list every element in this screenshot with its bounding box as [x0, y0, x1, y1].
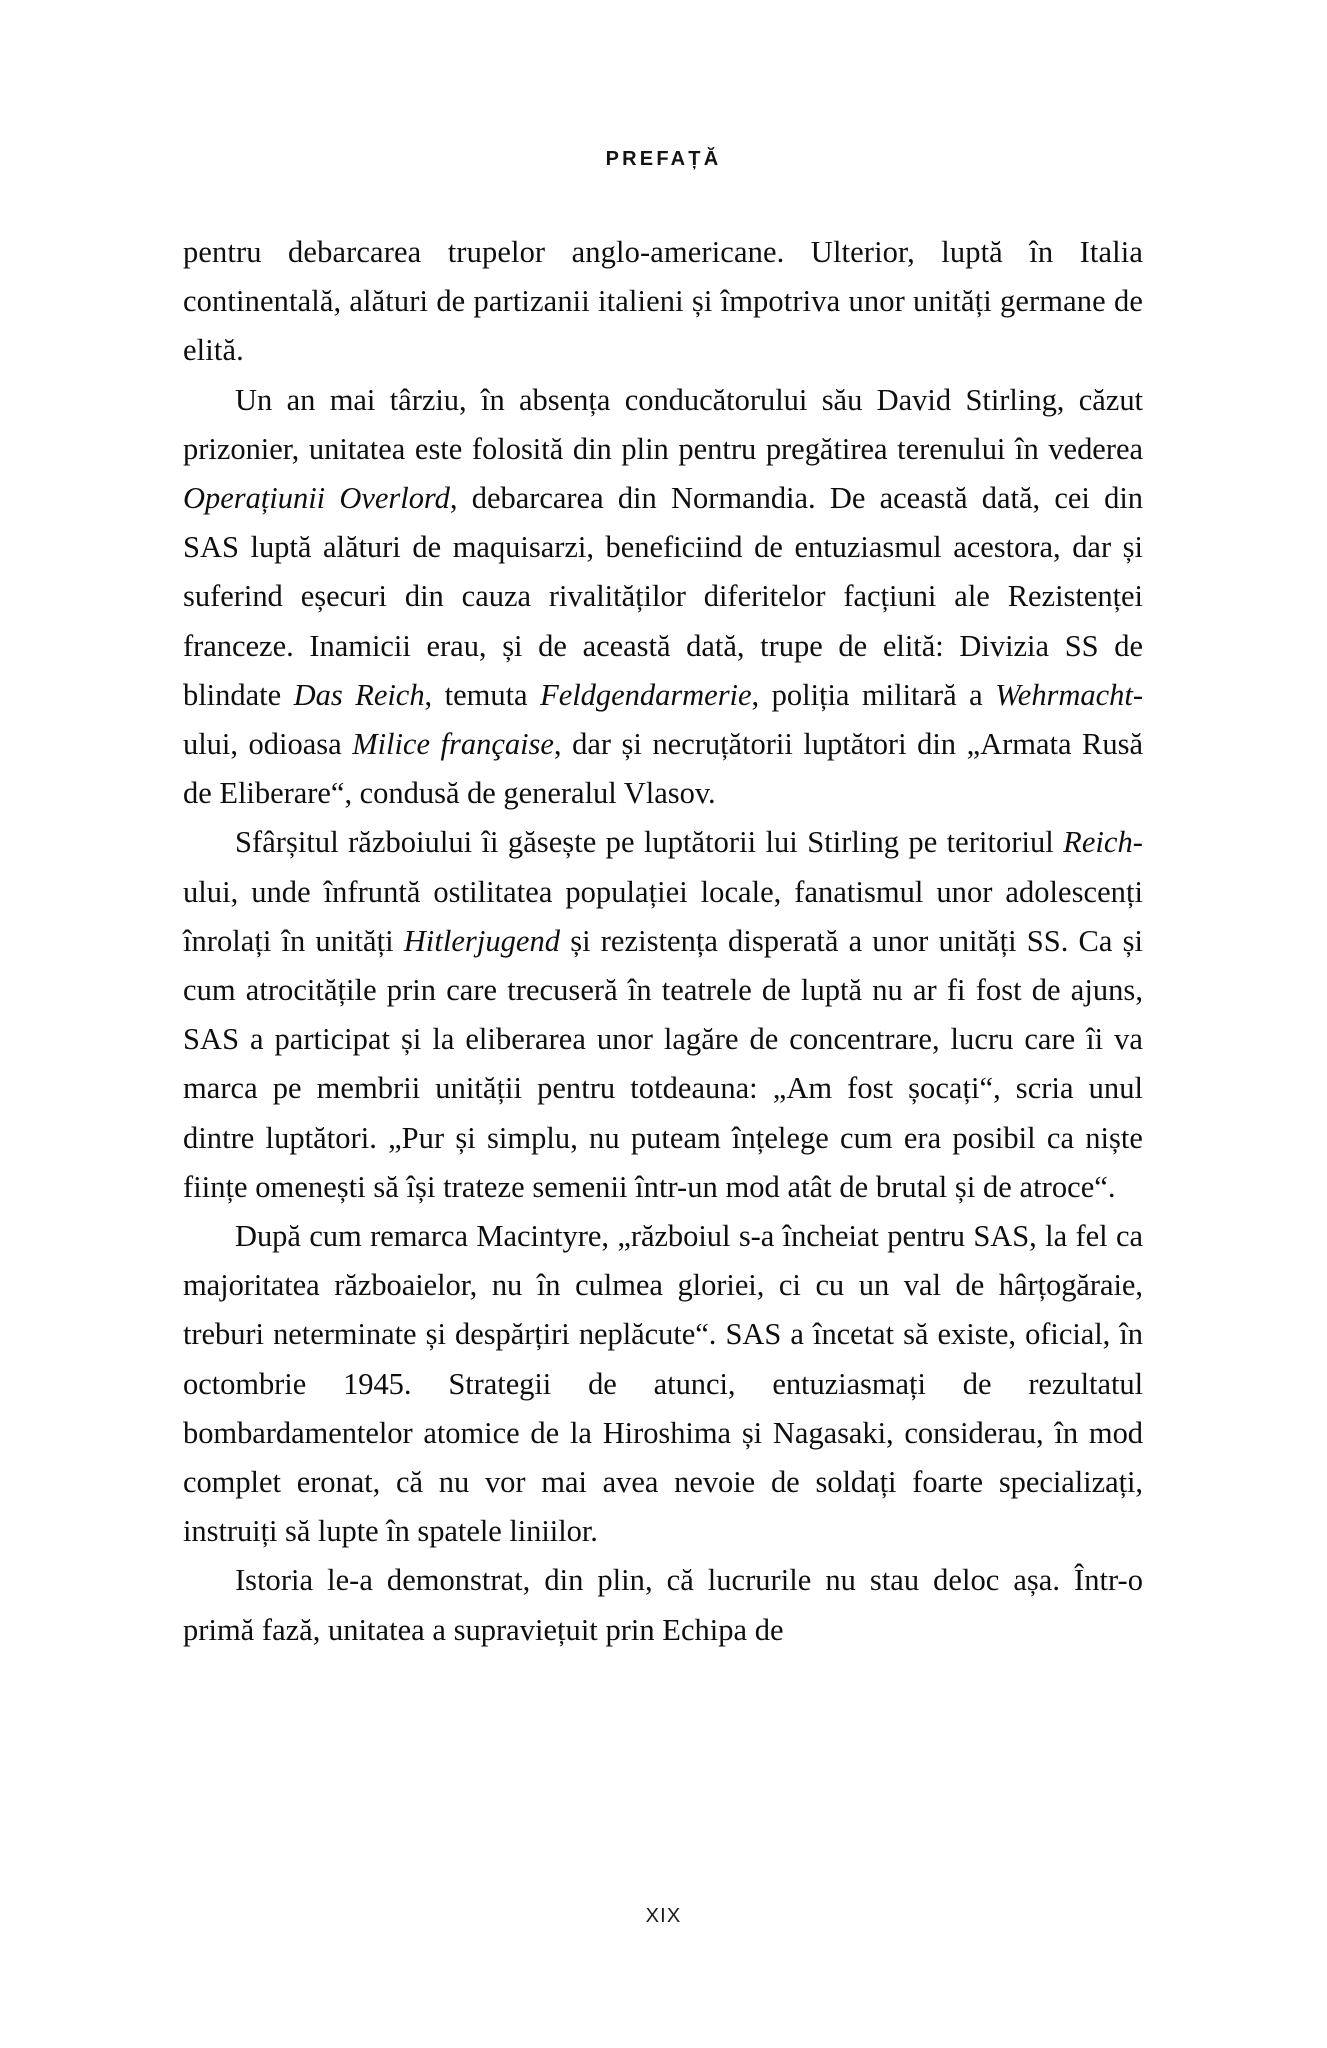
run-roman: , debarcarea din Normandia. De această dată, cei din SAS luptă alături de maquisarzi, beneficiind de entuziasmul acestora, dar și suferind eșecuri din cauza rivalităților diferitelor facțiuni ale Rezistenței franceze. Inamicii erau, și de această dată, trupe de elită: Divizia SS de blindate: [183, 481, 1143, 712]
run-italic-wehrmacht: Wehrmacht: [995, 677, 1133, 712]
paragraph-5-text: Istoria le-a demonstrat, din plin, că lucrurile nu stau deloc așa. Într-o primă fază, unitatea a supraviețuit prin Echipa de: [183, 1563, 1143, 1647]
run-roman: și rezistența disperată a unor unități SS. Ca și cum atrocitățile prin care trecuseră în teatrele de luptă nu ar fi fost de ajuns, SAS a participat și la eliberarea unor lagăre de concentrare, lucru care îi va marca pe membrii unității pentru totdeauna: „Am fost șocați“, scria unul dintre luptători. „Pur și simplu, nu puteam înțelege cum era posibil ca niște ființe omenești să își trateze semenii într-un mod atât de brutal și de atroce“.: [183, 923, 1144, 1204]
run-roman: , dar și necruțătorii luptători din „Armata Rusă de Eliberare“, condusă de generalul Vlasov.: [183, 727, 1143, 811]
run-italic-operatiunii-overlord: Operațiunii Overlord: [183, 481, 450, 516]
run-roman: Un an mai târziu, în absența conducătorului său David Stirling, căzut prizonier, unitatea este folosită din plin pentru pregătirea terenului în vederea: [183, 382, 1143, 466]
run-roman: -ului, odioasa: [183, 677, 1143, 762]
run-italic-das-reich: Das Reich: [293, 677, 425, 712]
paragraph-1: [183, 228, 1143, 376]
page-number: XIX: [645, 1905, 682, 1927]
paragraph-4: [183, 1212, 1143, 1556]
run-roman: -ului, unde înfruntă ostilitatea populației locale, fanatismul unor adolescenți înrolați în unități: [183, 825, 1143, 958]
paragraph-4-text: După cum remarca Macintyre, „războiul s-a încheiat pentru SAS, la fel ca majoritatea războaielor, nu în culmea gloriei, ci cu un val de hârțogăraie, treburi neterminate și despărțiri neplăcute“. SAS a încetat să existe, oficial, în octombrie 1945. Strategii de atunci, entuziasmați de rezultatul bombardamentelor atomice de la Hiroshima și Nagasaki, considerau, în mod complet eronat, că nu vor mai avea nevoie de soldați foarte specializați, instruiți să lupte în spatele liniilor.: [183, 1219, 1143, 1549]
paragraph-2: [183, 376, 1143, 819]
body-text-block: [183, 228, 1143, 1655]
running-head: PREFAȚĂ: [605, 148, 722, 170]
run-roman: , poliția militară a: [751, 677, 996, 712]
run-italic-feldgendarmerie: Feldgendarmerie: [540, 677, 752, 712]
paragraph-1-text: pentru debarcarea trupelor anglo-americane. Ulterior, luptă în Italia continentală, alături de partizanii italieni și împotriva unor unități germane de elită.: [183, 235, 1143, 368]
paragraph-3: [183, 818, 1143, 1212]
run-roman: Sfârșitul războiului îi găsește pe luptătorii lui Stirling pe teritoriul: [235, 825, 1064, 860]
run-roman: , temuta: [424, 677, 541, 712]
run-italic-milice-francaise: Milice française: [352, 727, 554, 762]
run-italic-reich: Reich: [1063, 825, 1133, 860]
run-italic-hitlerjugend: Hitlerjugend: [403, 923, 561, 958]
paragraph-5: [183, 1556, 1143, 1654]
